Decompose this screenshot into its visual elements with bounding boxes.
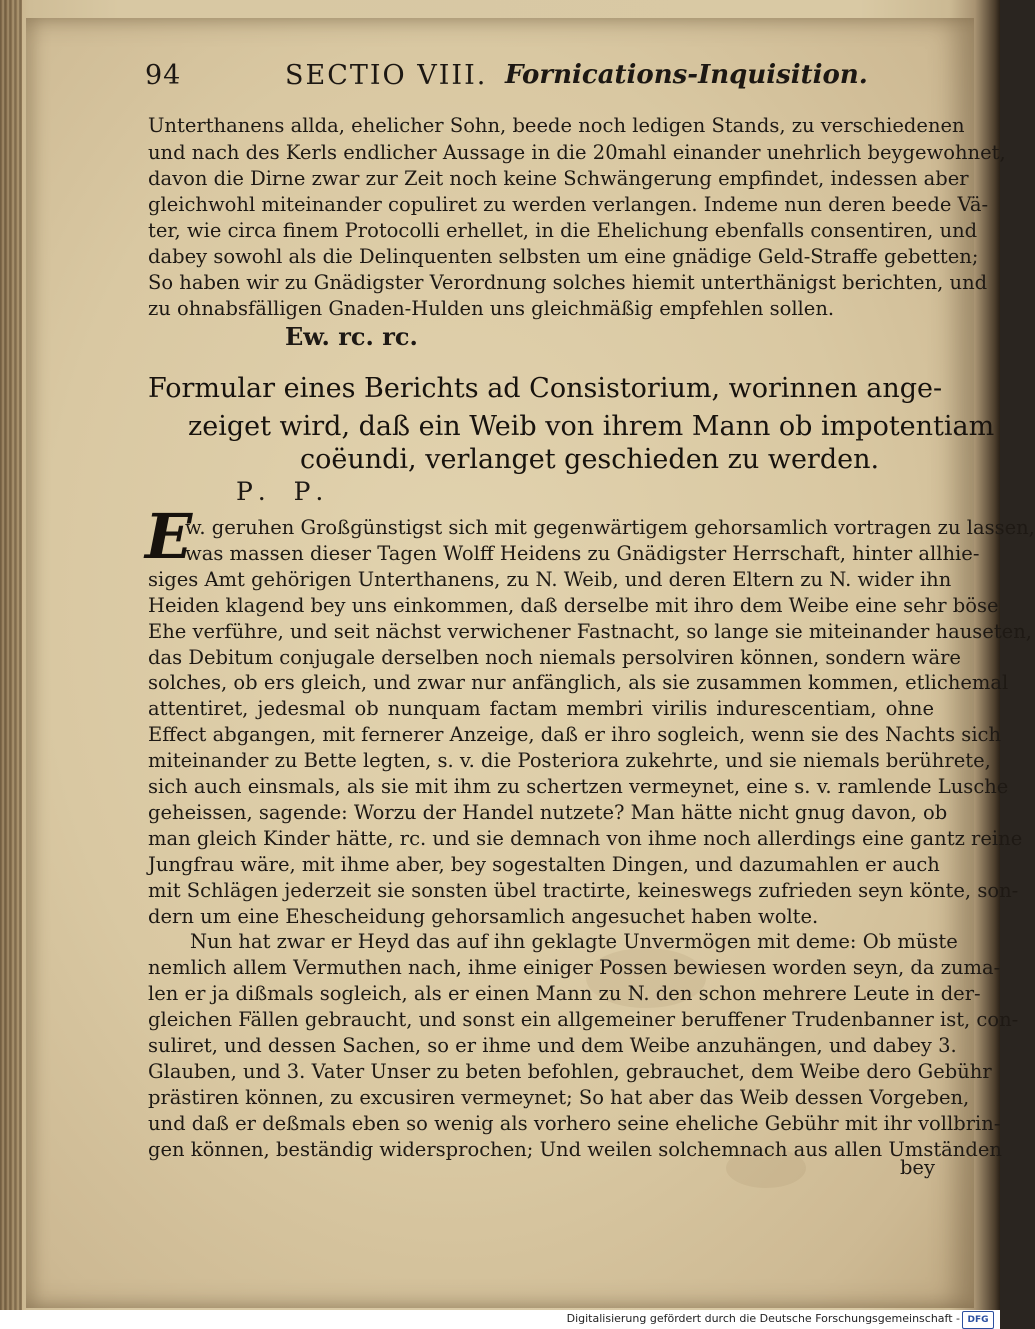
heading-line-2: zeiget wird, daß ein Weib von ihrem Mann ob impotentiam xyxy=(188,411,995,442)
text-line: suliret, und dessen Sachen, so er ihme und dem Weibe anzuhängen, und dabey 3. xyxy=(148,1034,957,1057)
text-line: geheissen, sagende: Worzu der Handel nutzete? Man hätte nicht gnug davon, ob xyxy=(148,800,948,824)
text-line: gleichen Fällen gebraucht, und sonst ein allgemeiner beruffener Trudenbanner ist, con- xyxy=(148,1008,1019,1032)
text-line: siges Amt gehörigen Unterthanens, zu N. Weib, und deren Eltern zu N. wider ihn xyxy=(148,567,952,591)
text-line: prästiren können, zu excusiren vermeynet; So hat aber das Weib dessen Vorgeben, xyxy=(148,1085,970,1109)
page-number: 94 xyxy=(145,60,182,91)
text-line: man gleich Kinder hätte, rc. und sie demnach von ihme noch allerdings eine gantz reine xyxy=(148,826,1023,850)
running-title: Fornications-Inquisition. xyxy=(505,60,868,90)
catchword: bey xyxy=(899,1156,935,1179)
book-edge xyxy=(0,0,22,1310)
text-line: was massen dieser Tagen Wolff Heidens zu Gnädigster Herrschaft, hinter allhie- xyxy=(185,541,980,565)
text-line: dabey sowohl als die Delinquenten selbsten um eine gnädige Geld-Straffe gebetten; xyxy=(148,245,979,268)
text-line: Effect abgangen, mit fernerer Anzeige, daß er ihro sogleich, wenn sie des Nachts sich xyxy=(148,723,1002,747)
section-label: SECTIO VIII. xyxy=(285,60,488,91)
text-line: len er ja dißmals sogleich, als er einen Mann zu N. den schon mehrere Leute in der- xyxy=(148,982,981,1006)
drop-capital: E xyxy=(145,500,193,573)
text-line: Jungfrau wäre, mit ihme aber, bey sogestalten Dingen, und dazumahlen er auch xyxy=(148,852,940,876)
text-line: zu ohnabsfälligen Gnaden-Hulden uns gleichmäßig empfehlen sollen. xyxy=(148,297,835,320)
text-line: nemlich allem Vermuthen nach, ihme einiger Possen bewiesen worden seyn, da zuma- xyxy=(148,956,1001,980)
text-line: solches, ob ers gleich, und zwar nur anfänglich, als sie zusammen kommen, etlichemal xyxy=(148,671,1009,695)
text-line: Heiden klagend bey uns einkommen, daß derselbe mit ihro dem Weibe eine sehr böse xyxy=(148,593,999,617)
text-line: sich auch einsmals, als sie mit ihm zu schertzen vermeynet, eine s. v. ramlende Lusche xyxy=(148,775,1009,798)
text-line: Ehe verführe, und seit nächst verwichener Fastnacht, so lange sie miteinander hauseten, xyxy=(148,619,1032,643)
text-line: miteinander zu Bette legten, s. v. die Posteriora zukehrte, und sie niemals berührete, xyxy=(148,749,991,773)
text-line: gleichwohl miteinander copuliret zu werden verlangen. Indeme nun deren beede Vä- xyxy=(148,193,989,216)
text-line: So haben wir zu Gnädigster Verordnung solches hiemit unterthänigst berichten, und xyxy=(148,271,988,294)
text-line: davon die Dirne zwar zur Zeit noch keine Schwängerung empfindet, indessen aber xyxy=(148,167,969,190)
text-line: attentiret, jedesmal ob nunquam factam membri virilis indurescentiam, ohne xyxy=(148,697,934,721)
text-line: Nun hat zwar er Heyd das auf ihn geklagte Unvermögen mit deme: Ob müste xyxy=(190,930,958,954)
text-line: mit Schlägen jederzeit sie sonsten übel tractirte, keineswegs zufrieden seyn könte, son- xyxy=(148,878,1019,902)
text-line: ter, wie circa finem Protocolli erhellet, in die Ehelichung ebenfalls consentiren, und xyxy=(148,219,978,242)
closing-formula: Ew. rc. rc. xyxy=(285,322,418,351)
text-line: dern um eine Ehescheidung gehorsamlich angesuchet haben wolte. xyxy=(148,904,819,928)
text-line: Glauben, und 3. Vater Unser zu beten befohlen, gebrauchet, dem Weibe dero Gebühr xyxy=(148,1059,992,1083)
text-line: das Debitum conjugale derselben noch niemals persolviren können, sondern wäre xyxy=(148,645,961,669)
text-line: Unterthanens allda, ehelicher Sohn, beede noch ledigen Stands, zu verschiedenen xyxy=(148,114,965,137)
text-line: gen können, beständig widersprochen; Und weilen solchemnach aus allen Umständen xyxy=(148,1137,1002,1161)
heading-line-1: Formular eines Berichts ad Consistorium, worinnen ange- xyxy=(148,373,943,404)
text-line: w. geruhen Großgünstigst sich mit gegenwärtigem gehorsamlich vortragen zu lassen, xyxy=(185,516,1035,539)
running-head xyxy=(145,60,945,100)
heading-line-3: coëundi, verlanget geschieden zu werden. xyxy=(300,444,880,475)
salutation: P. P. xyxy=(236,477,334,506)
footer-credit: Digitalisierung gefördert durch die Deutsche Forschungsgemeinschaft - xyxy=(566,1312,960,1325)
text-line: und nach des Kerls endlicher Aussage in die 20mahl einander unehrlich beygewohnet, xyxy=(148,141,1006,164)
dfg-logo: DFG xyxy=(962,1311,994,1329)
text-line: und daß er deßmals eben so wenig als vorhero seine eheliche Gebühr mit ihr vollbrin- xyxy=(148,1111,1001,1135)
